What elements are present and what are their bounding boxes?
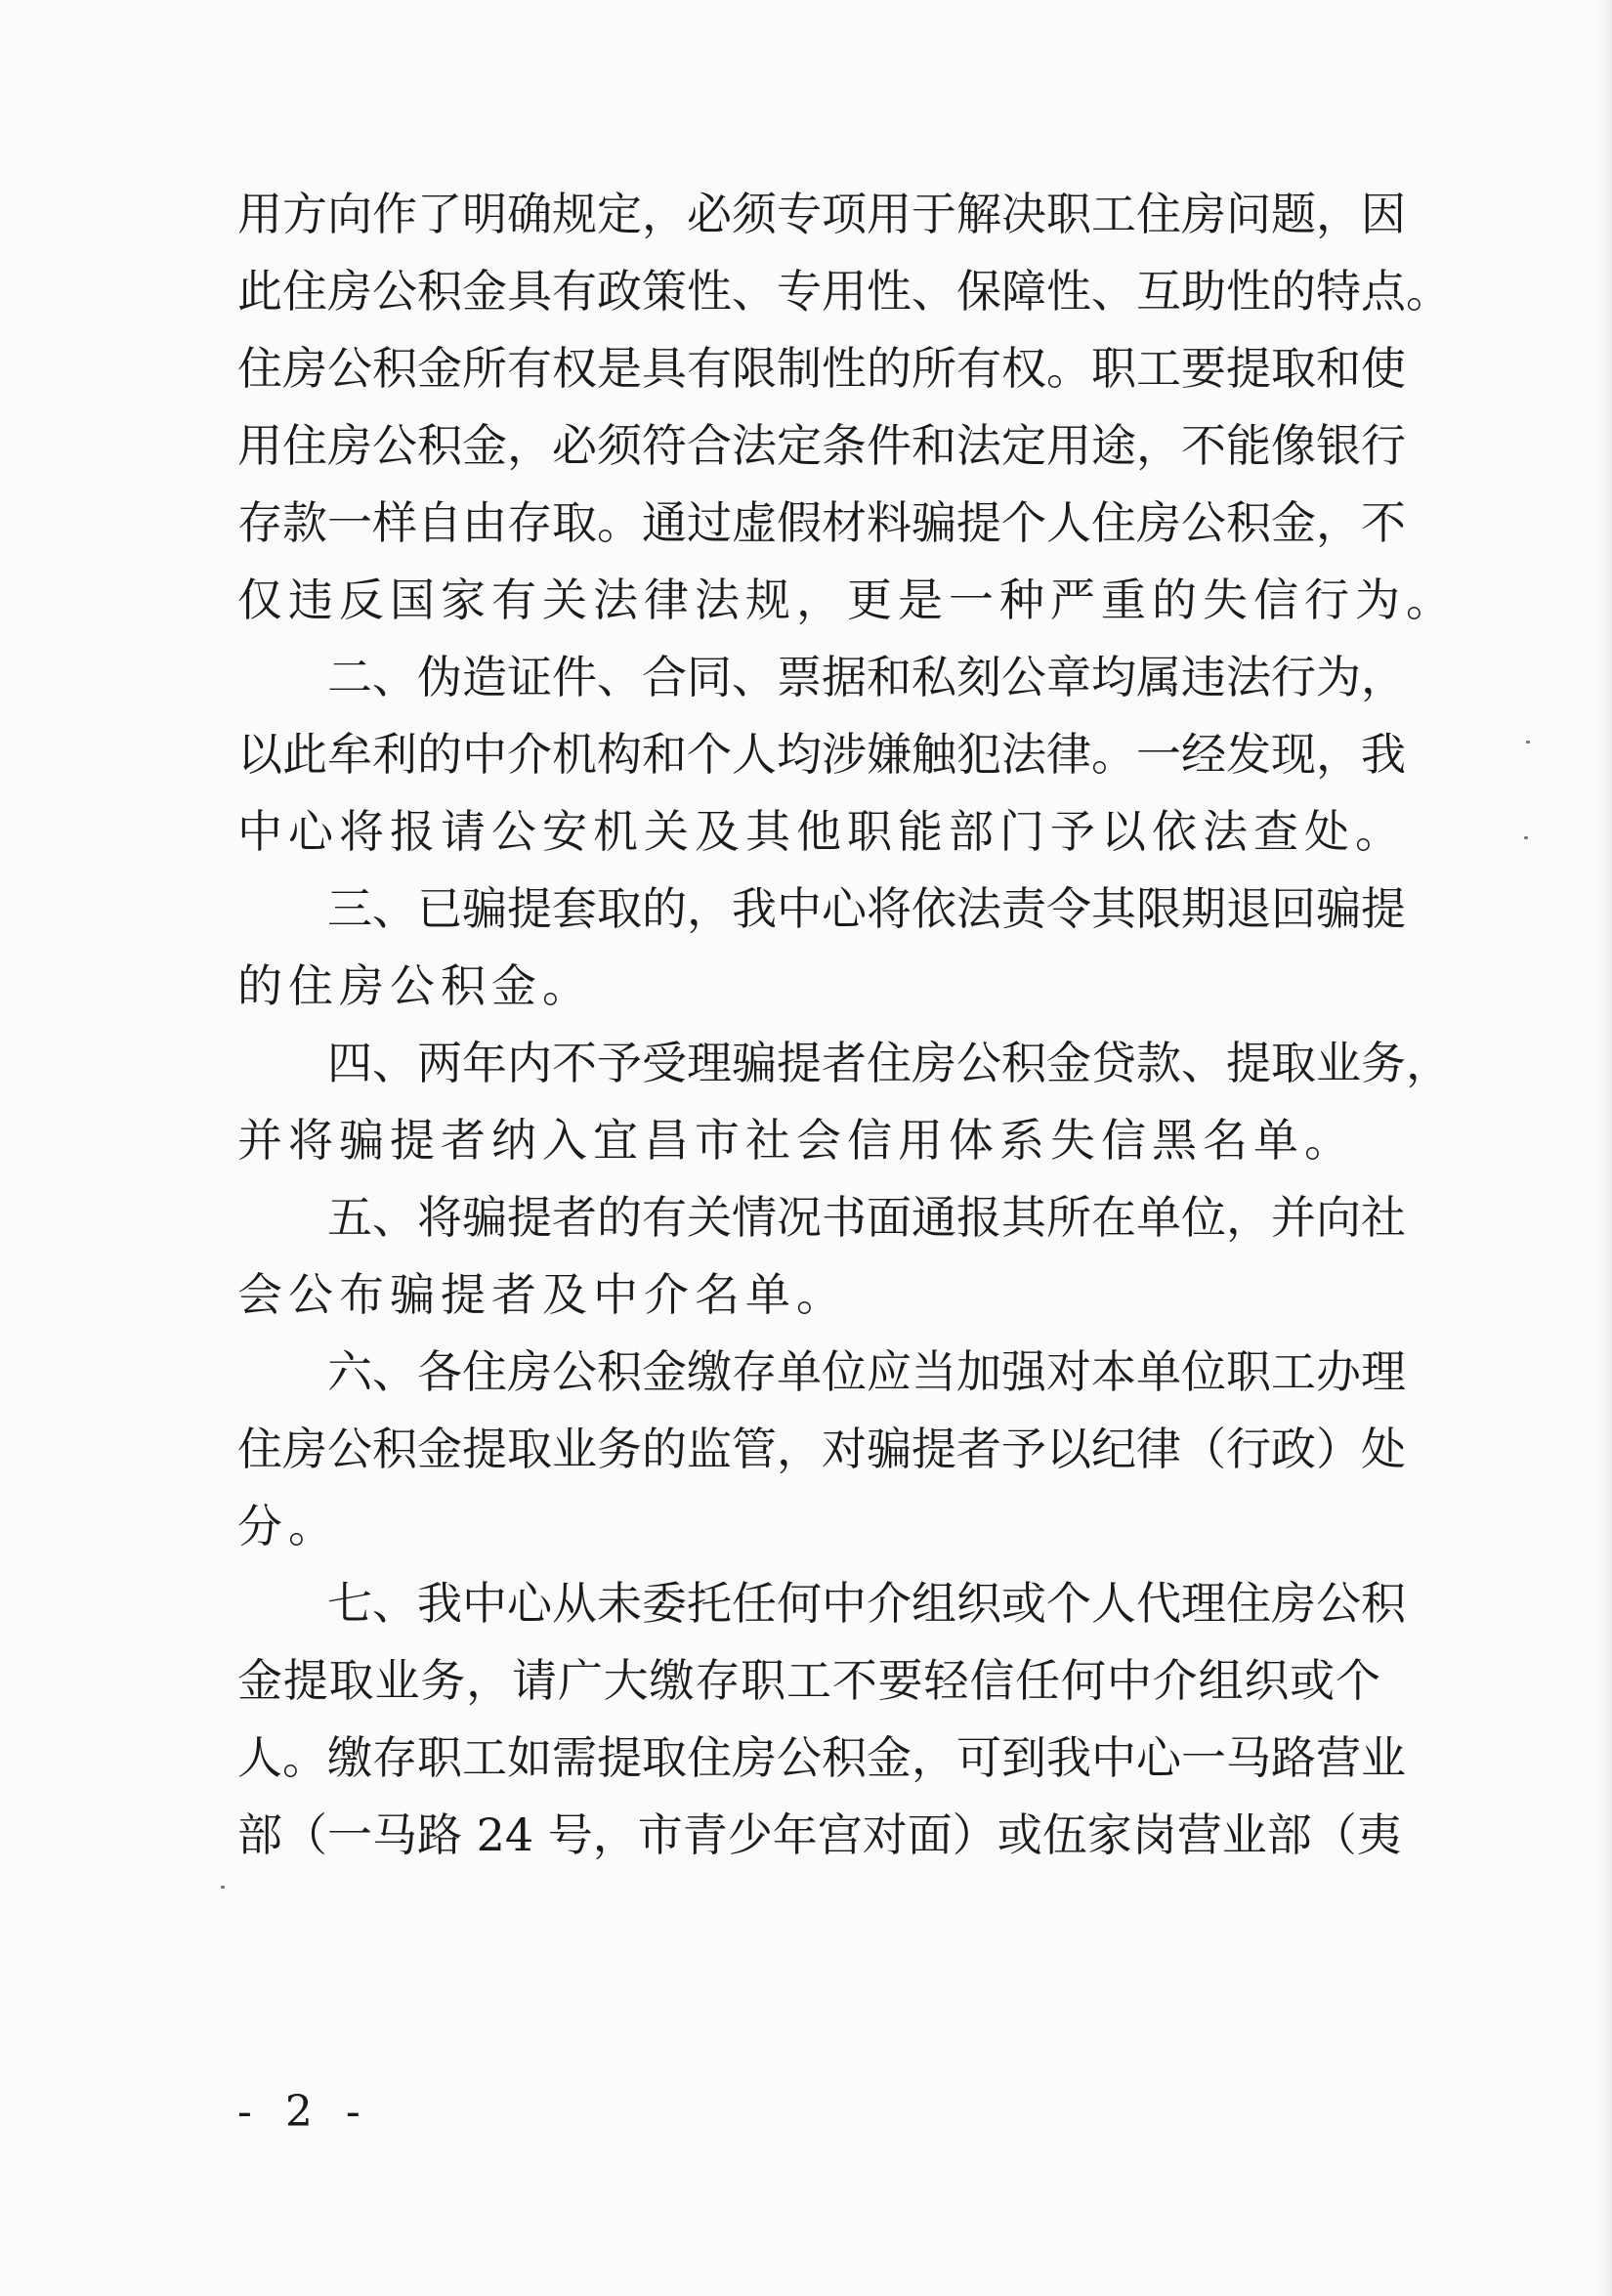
text-line: 三、已骗提套取的，我中心将依法责令其限期退回骗提 <box>327 882 1406 935</box>
text-line: 中心将报请公安机关及其他职能部门予以依法查处。 <box>237 805 1406 858</box>
scan-shadow-edge <box>1598 0 1612 2296</box>
text-line: 用方向作了明确规定，必须专项用于解决职工住房问题，因 <box>237 188 1406 240</box>
text-line: 人。缴存职工如需提取住房公积金，可到我中心一马路营业 <box>237 1731 1406 1784</box>
text-line: 住房公积金所有权是具有限制性的所有权。职工要提取和使 <box>237 342 1406 395</box>
text-line: 七、我中心从未委托任何中介组织或个人代理住房公积 <box>327 1577 1406 1630</box>
text-line: 四、两年内不予受理骗提者住房公积金贷款、提取业务， <box>327 1037 1451 1089</box>
text-line: 以此牟利的中介机构和个人均涉嫌触犯法律。一经发现，我 <box>237 728 1406 781</box>
text-line: 六、各住房公积金缴存单位应当加强对本单位职工办理 <box>327 1345 1406 1398</box>
text-line: 仅违反国家有关法律法规，更是一种严重的失信行为。 <box>237 574 1457 626</box>
text-line: 并将骗提者纳入宜昌市社会信用体系失信黑名单。 <box>237 1114 1355 1167</box>
text-line: 五、将骗提者的有关情况书面通报其所在单位，并向社 <box>327 1191 1406 1244</box>
text-line: 的住房公积金。 <box>237 959 593 1012</box>
text-line: 金提取业务，请广大缴存职工不要轻信任何中介组织或个 <box>237 1654 1380 1707</box>
text-line: 用住房公积金，必须符合法定条件和法定用途，不能像银行 <box>237 419 1406 472</box>
text-line: 住房公积金提取业务的监管，对骗提者予以纪律（行政）处 <box>237 1423 1406 1475</box>
text-line: 二、伪造证件、合同、票据和私刻公章均属违法行为， <box>327 651 1406 703</box>
document-body <box>237 176 1457 1874</box>
scan-speck <box>221 1886 225 1889</box>
text-line: 此住房公积金具有政策性、专用性、保障性、互助性的特点。 <box>237 265 1451 318</box>
text-line: 分。 <box>237 1500 339 1552</box>
page-number: - 2 - <box>237 2087 370 2137</box>
scan-speck <box>1524 836 1528 839</box>
text-line: 存款一样自由存取。通过虚假材料骗提个人住房公积金，不 <box>237 496 1406 549</box>
scan-speck <box>1526 741 1530 744</box>
text-line: 会公布骗提者及中介名单。 <box>237 1268 847 1321</box>
text-line: 部（一马路 24 号，市青少年宫对面）或伍家岗营业部（夷 <box>237 1808 1402 1861</box>
